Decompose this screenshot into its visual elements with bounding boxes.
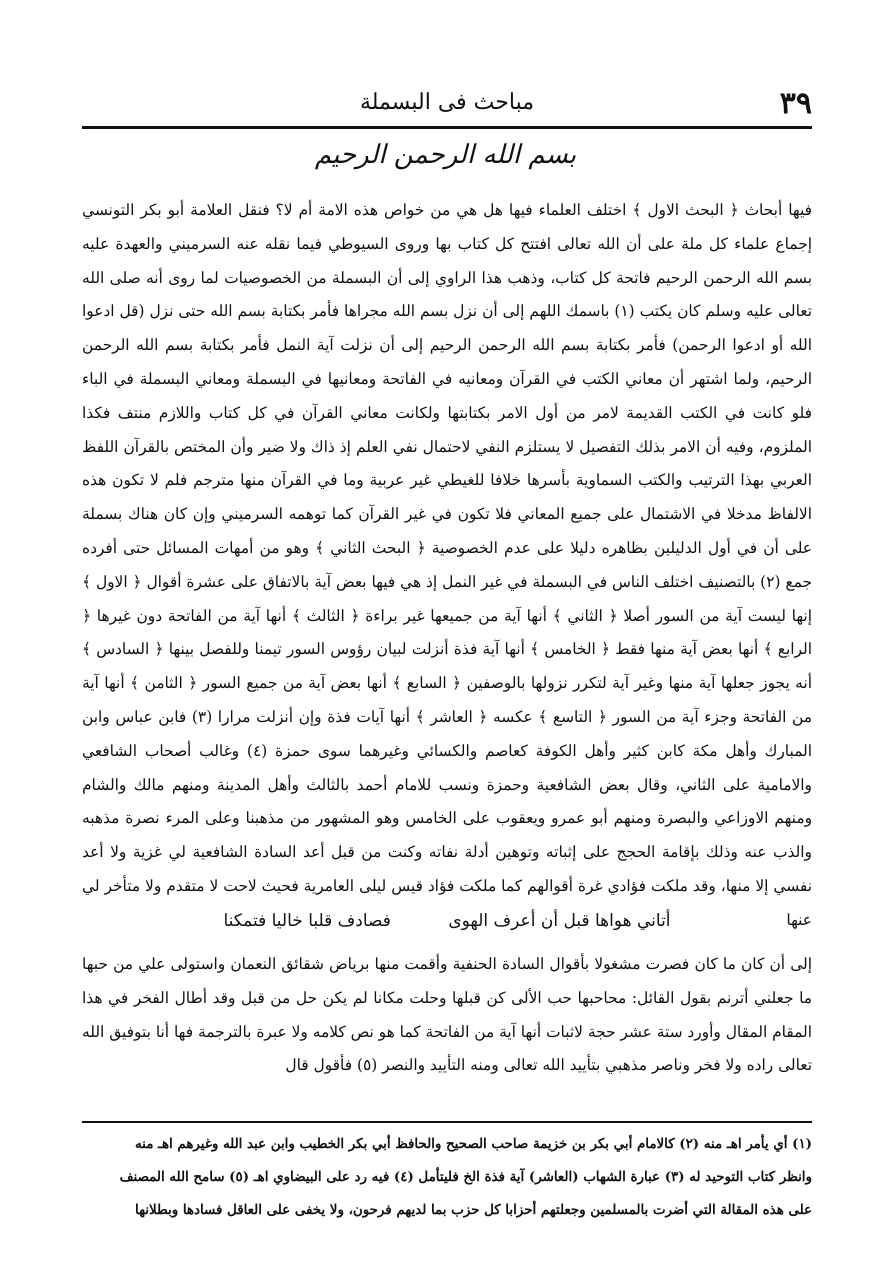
main-text-continued [82, 948, 812, 1083]
footnotes [82, 1128, 812, 1227]
main-text [82, 194, 812, 938]
paragraph: إلى أن كان ما كان فصرت مشغولا بأقوال السادة الحنفية وأقمت منها برياض شقائق النعمان واستولى علي من حبها ما جعلني أترنم بقول القائل: محاحبها حب الألى كن قبلها وحلت مكانا لم يكن حل من قبل وقد أطال الفخر في هذا المقام المقال وأورد ستة عشر حجة لاثبات أنها آية من الفاتحة كما هو نص كلامه ولا عبرة بالترجمة فها أنا بتوفيق الله تعالى راده ولا فخر وناصر مذهبي بتأييد الله تعالى ومنه التأييد والنصر (٥) فأقول قال [82, 955, 812, 1075]
footnote-rule [82, 1121, 812, 1123]
page-number: ٣٩ [779, 86, 812, 121]
paragraph: فيها أبحاث ﴿ البحث الاول ﴾ اختلف العلماء فيها هل هي من خواص هذه الامة أم لا؟ فنقل العلامة أبو بكر التونسي إجماع علماء كل ملة على أن الله تعالى افتتح كل كتاب بها وروى السيوطي فيما نقله عنه السرميني والعهدة عليه بسم الله الرحمن الرحيم فاتحة كل كتاب، وذهب هذا الراوي إلى أن البسملة من الخصوصيات لما روى أنه صلى الله تعالى عليه وسلم كان يكتب (١) باسمك اللهم إلى أن نزل بسم الله مجراها فأمر بكتابة بسم الله حتى نزل (قل ادعوا الله أو ادعوا الرحمن) فأمر بكتابة بسم الله الرحمن الرحيم إلى أن نزلت آية النمل فأمر بكتابة بسم الله الرحمن الرحيم، ولما اشتهر أن معاني الكتب في القرآن ومعانيه في الفاتحة ومعانيها في البسملة ومعاني البسملة في الباء فلو كانت في الكتب القديمة لامر من أول الامر بكتابتها ولكانت معاني القرآن في كل كتاب واللازم منتف فكذا الملزوم، وفيه أن الامر بذلك التفصيل لا يستلزم النفي لاحتمال نفي العلم إذ ذاك ولا ضير وأن المختص بالقرآن اللفظ العربي بهذا الترتيب والكتب السماوية بأسرها خلافا للغيطي غير عربية وما في القرآن منها مترجم فلم لا تكون هذه الالفاظ مدخلا في الاشتمال على جميع المعاني فلا تكون في غير القرآن كما توهمه السرميني وإن كان هناك بسملة على أن في أول الدليلين بظاهره دليلا على عدم الخصوصية ﴿ البحث الثاني ﴾ وهو من أمهات المسائل حتى أفرده جمع (٢) بالتصنيف اختلف الناس في البسملة في غير النمل إذ هي فيها بعض آية بالاتفاق على عشرة أقوال ﴿ الاول ﴾ إنها ليست آية من السور أصلا ﴿ الثاني ﴾ أنها آية من جميعها غير براءة ﴿ الثالث ﴾ أنها آية من الفاتحة دون غيرها ﴿ الرابع ﴾ أنها بعض آية منها فقط ﴿ الخامس ﴾ أنها آية فذة أنزلت لبيان رؤوس السور تيمنا وللفصل بينها ﴿ السادس ﴾ أنه يجوز جعلها آية منها وغير آية لتكرر نزولها بالوصفين ﴿ السابع ﴾ أنها بعض آية من جميع السور ﴿ الثامن ﴾ أنها آية من الفاتحة وجزء آية من السور ﴿ التاسع ﴾ عكسه ﴿ العاشر ﴾ أنها آيات فذة وإن أنزلت مرارا (٣) فابن عباس وابن المبارك وأهل مكة كابن كثير وأهل الكوفة كعاصم والكسائي وغيرهما سوى حمزة (٤) وغالب أصحاب الشافعي والامامية على الثاني، وقال بعض الشافعية وحمزة ونسب للامام أحمد بالثالث وأهل المدينة ومنهم مالك والشام ومنهم الاوزاعي والبصرة ومنهم أبو عمرو ويعقوب على الخامس وهو المشهور من مذهبنا وعلى المرء نصرة مذهبه والذب عنه وذلك بإقامة الحجج على إثباته وتوهين أدلة نفاته وكنت من قبل أعد السادة الشافعية لي غزية ولا أعد نفسي إلا منها، وقد ملكت فؤادي غرة أقوالهم كما ملكت فؤاد قيس ليلى العامرية فحيث لاحت لا متقدم ولا متأخر لي عنها [82, 201, 812, 929]
verse-hemistich-2: فصادف قلبا خاليا فتمكنا [223, 911, 391, 931]
page-header [82, 88, 812, 128]
header-rule [82, 126, 812, 129]
poetry-verse [82, 911, 812, 931]
footnote-line: (١) أي يأمر اهـ منه (٢) كالامام أبي بكر بن خزيمة صاحب الصحيح والحافظ أبي بكر الخطيب وابن عبد الله وغيرهم اهـ منه [135, 1136, 812, 1152]
basmala-calligraphy: بسم الله الرحمن الرحيم [314, 140, 577, 170]
running-title: مباحث فى البسملة [359, 90, 535, 115]
verse-hemistich-1: أتاني هواها قبل أن أعرف الهوى [448, 911, 671, 931]
footnote-line: وانظر كتاب التوحيد له (٣) عبارة الشهاب (العاشر) آية فذة الخ فليتأمل (٤) فيه رد على البيضاوي اهـ (٥) سامح الله المصنف [119, 1169, 812, 1185]
footnote-line: على هذه المقالة التي أضرت بالمسلمين وجعلتهم أحزابا كل حزب بما لديهم فرحون، ولا يخفى على العاقل فسادها وبطلانها [135, 1202, 812, 1218]
